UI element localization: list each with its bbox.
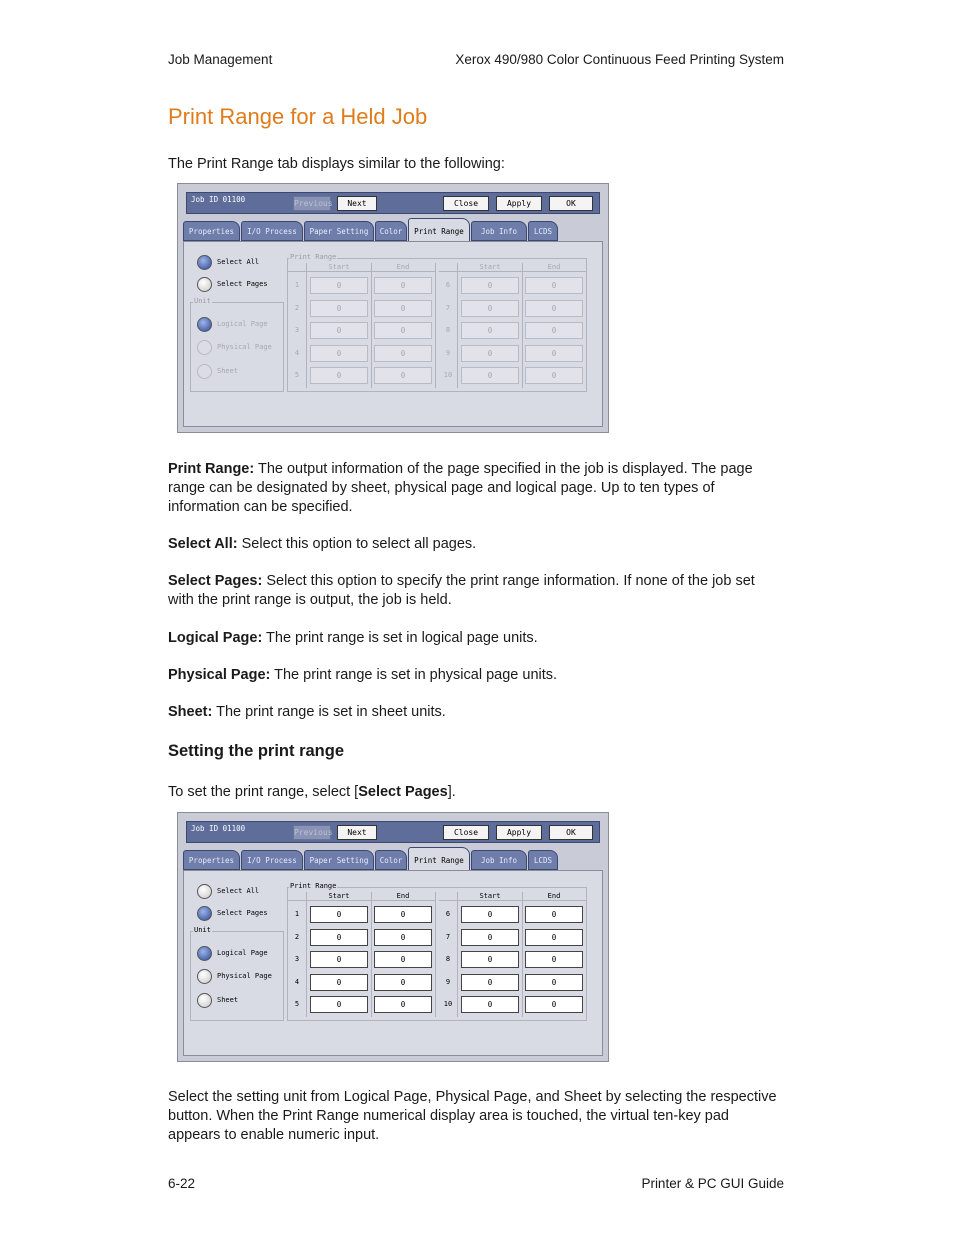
range-start-field-9[interactable]: 0 (461, 345, 519, 362)
close-button[interactable]: Close (443, 196, 489, 211)
unit-group-label: Unit (194, 926, 211, 934)
title-bar (186, 821, 600, 843)
end-column-header: End (547, 263, 561, 271)
previous-button[interactable]: Previous (293, 196, 331, 211)
tab-print-range[interactable]: Print Range (408, 218, 470, 243)
definition-logical-page: Logical Page: The print range is set in logical page units. (168, 630, 538, 646)
range-row-number: 10 (443, 371, 453, 379)
select-all-label: Select All (217, 258, 260, 266)
start-column-header: Start (328, 263, 350, 271)
definition-physical-page: Physical Page: The print range is set in physical page units. (168, 667, 558, 683)
range-row-number: 9 (445, 978, 451, 986)
range-end-field-8[interactable]: 0 (525, 951, 583, 968)
range-row-number: 7 (445, 933, 451, 941)
column-separator (306, 892, 307, 1017)
column-header-rule (439, 271, 586, 272)
range-row-number: 5 (294, 1000, 300, 1008)
select-pages-label: Select Pages (217, 280, 268, 288)
range-end-field-5[interactable]: 0 (374, 367, 432, 384)
tab-bar (183, 220, 603, 242)
range-end-field-7[interactable]: 0 (525, 929, 583, 946)
range-end-field-3[interactable]: 0 (374, 951, 432, 968)
range-row-number: 4 (294, 978, 300, 986)
tab-job-info[interactable]: Job Info (471, 850, 527, 870)
range-start-field-10[interactable]: 0 (461, 367, 519, 384)
tab-lcds[interactable]: LCDS (528, 850, 558, 870)
logical-page-radio[interactable] (197, 946, 212, 961)
title-bar (186, 192, 600, 214)
previous-button[interactable]: Previous (293, 825, 331, 840)
range-start-field-7[interactable]: 0 (461, 929, 519, 946)
range-end-field-4[interactable]: 0 (374, 974, 432, 991)
physical-page-label: Physical Page (217, 972, 272, 980)
start-column-header: Start (479, 892, 501, 900)
column-separator (457, 892, 458, 1017)
range-end-field-8[interactable]: 0 (525, 322, 583, 339)
range-start-field-5[interactable]: 0 (310, 996, 368, 1013)
column-separator (435, 263, 436, 388)
range-row-number: 9 (445, 349, 451, 357)
print-range-screenshot-select-pages (177, 812, 609, 1062)
range-start-field-1[interactable]: 0 (310, 906, 368, 923)
column-header-rule (439, 900, 586, 901)
range-row-number: 10 (443, 1000, 453, 1008)
print-range-group-label: Print Range (290, 253, 337, 261)
column-separator (522, 892, 523, 1017)
column-separator (435, 892, 436, 1017)
page-number: 6-22 (168, 1176, 196, 1191)
definition-print-range: Print Range: The output information of the page specified in the job is displayed. The page range can be designated by sheet, physical page and logical page. Up to ten types of information can be specified. (168, 461, 753, 515)
range-start-field-4[interactable]: 0 (310, 345, 368, 362)
definition-sheet: Sheet: The print range is set in sheet units. (168, 704, 446, 720)
tab-paper-setting[interactable]: Paper Setting (304, 850, 374, 870)
guide-title: Printer & PC GUI Guide (641, 1176, 784, 1191)
column-separator (371, 263, 372, 388)
range-start-field-10[interactable]: 0 (461, 996, 519, 1013)
range-start-field-9[interactable]: 0 (461, 974, 519, 991)
range-row-number: 6 (445, 910, 451, 918)
range-row-number: 1 (294, 281, 300, 289)
range-start-field-7[interactable]: 0 (461, 300, 519, 317)
end-column-header: End (547, 892, 561, 900)
start-column-header: Start (328, 892, 350, 900)
definition-select-pages: Select Pages: Select this option to specify the print range information. If none of the job set with the print range is output, the job is held. (168, 573, 755, 608)
tab-paper-setting[interactable]: Paper Setting (304, 221, 374, 241)
column-separator (371, 892, 372, 1017)
tab-color[interactable]: Color (375, 221, 407, 241)
range-end-field-9[interactable]: 0 (525, 345, 583, 362)
ok-button[interactable]: OK (549, 825, 593, 840)
range-row-number: 7 (445, 304, 451, 312)
range-end-field-1[interactable]: 0 (374, 906, 432, 923)
next-button[interactable]: Next (337, 196, 377, 211)
range-end-field-3[interactable]: 0 (374, 322, 432, 339)
logical-page-radio[interactable] (197, 317, 212, 332)
range-end-field-2[interactable]: 0 (374, 300, 432, 317)
range-start-field-4[interactable]: 0 (310, 974, 368, 991)
close-button[interactable]: Close (443, 825, 489, 840)
tab-properties[interactable]: Properties (183, 850, 240, 870)
tab-lcds[interactable]: LCDS (528, 221, 558, 241)
select-pages-label: Select Pages (217, 909, 268, 917)
job-id-label: Job ID 01100 (191, 195, 246, 204)
column-separator (586, 892, 587, 1017)
range-row-number: 2 (294, 933, 300, 941)
range-row-number: 8 (445, 326, 451, 334)
range-row-number: 4 (294, 349, 300, 357)
apply-button[interactable]: Apply (496, 196, 542, 211)
range-start-field-8[interactable]: 0 (461, 322, 519, 339)
tab-bar (183, 849, 603, 871)
running-header-left: Job Management (168, 52, 273, 67)
range-start-field-3[interactable]: 0 (310, 322, 368, 339)
print-range-group (287, 258, 587, 392)
running-header-right: Xerox 490/980 Color Continuous Feed Printing System (455, 52, 784, 67)
range-row-number: 5 (294, 371, 300, 379)
job-id-label: Job ID 01100 (191, 824, 246, 833)
range-start-field-5[interactable]: 0 (310, 367, 368, 384)
column-separator (306, 263, 307, 388)
unit-group-label: Unit (194, 297, 211, 305)
end-column-header: End (396, 263, 410, 271)
ok-button[interactable]: OK (549, 196, 593, 211)
select-all-radio[interactable] (197, 255, 212, 270)
intro-paragraph: The Print Range tab displays similar to the following: (168, 156, 505, 172)
print-range-screenshot-select-all (177, 183, 609, 433)
tab-properties[interactable]: Properties (183, 221, 240, 241)
range-start-field-1[interactable]: 0 (310, 277, 368, 294)
instruction-paragraph: To set the print range, select [Select Pages]. (168, 784, 456, 800)
closing-paragraph: Select the setting unit from Logical Page, Physical Page, and Sheet by selecting the respective button. When the Print Range numerical display area is touched, the virtual ten-key pad appears to enable numeric input. (168, 1089, 777, 1143)
sheet-radio[interactable] (197, 993, 212, 1008)
section-title: Print Range for a Held Job (168, 104, 428, 129)
column-header-rule (288, 271, 435, 272)
select-pages-radio[interactable] (197, 277, 212, 292)
range-row-number: 8 (445, 955, 451, 963)
range-end-field-4[interactable]: 0 (374, 345, 432, 362)
print-range-panel (183, 870, 603, 1056)
tab-i-o-process[interactable]: I/O Process (241, 850, 303, 870)
column-separator (522, 263, 523, 388)
range-end-field-6[interactable]: 0 (525, 906, 583, 923)
print-range-group (287, 887, 587, 1021)
range-row-number: 6 (445, 281, 451, 289)
definition-select-all: Select All: Select this option to select all pages. (168, 536, 477, 552)
range-row-number: 2 (294, 304, 300, 312)
sheet-label: Sheet (217, 996, 239, 1004)
range-start-field-6[interactable]: 0 (461, 906, 519, 923)
tab-i-o-process[interactable]: I/O Process (241, 221, 303, 241)
range-start-field-6[interactable]: 0 (461, 277, 519, 294)
range-end-field-5[interactable]: 0 (374, 996, 432, 1013)
start-column-header: Start (479, 263, 501, 271)
range-end-field-7[interactable]: 0 (525, 300, 583, 317)
print-range-group-label: Print Range (290, 882, 337, 890)
range-end-field-1[interactable]: 0 (374, 277, 432, 294)
range-end-field-2[interactable]: 0 (374, 929, 432, 946)
physical-page-label: Physical Page (217, 343, 272, 351)
range-row-number: 3 (294, 955, 300, 963)
range-end-field-10[interactable]: 0 (525, 367, 583, 384)
range-row-number: 1 (294, 910, 300, 918)
select-all-radio[interactable] (197, 884, 212, 899)
range-row-number: 3 (294, 326, 300, 334)
next-button[interactable]: Next (337, 825, 377, 840)
tab-print-range[interactable]: Print Range (408, 847, 470, 872)
physical-page-radio[interactable] (197, 969, 212, 984)
range-start-field-8[interactable]: 0 (461, 951, 519, 968)
column-separator (457, 263, 458, 388)
sheet-label: Sheet (217, 367, 239, 375)
range-end-field-9[interactable]: 0 (525, 974, 583, 991)
range-end-field-10[interactable]: 0 (525, 996, 583, 1013)
logical-page-label: Logical Page (217, 949, 268, 957)
range-end-field-6[interactable]: 0 (525, 277, 583, 294)
end-column-header: End (396, 892, 410, 900)
physical-page-radio[interactable] (197, 340, 212, 355)
sheet-radio[interactable] (197, 364, 212, 379)
subheading: Setting the print range (168, 742, 345, 760)
column-separator (586, 263, 587, 388)
tab-job-info[interactable]: Job Info (471, 221, 527, 241)
range-start-field-2[interactable]: 0 (310, 300, 368, 317)
apply-button[interactable]: Apply (496, 825, 542, 840)
range-start-field-2[interactable]: 0 (310, 929, 368, 946)
select-all-label: Select All (217, 887, 260, 895)
column-header-rule (288, 900, 435, 901)
logical-page-label: Logical Page (217, 320, 268, 328)
tab-color[interactable]: Color (375, 850, 407, 870)
print-range-panel (183, 241, 603, 427)
select-pages-radio[interactable] (197, 906, 212, 921)
range-start-field-3[interactable]: 0 (310, 951, 368, 968)
